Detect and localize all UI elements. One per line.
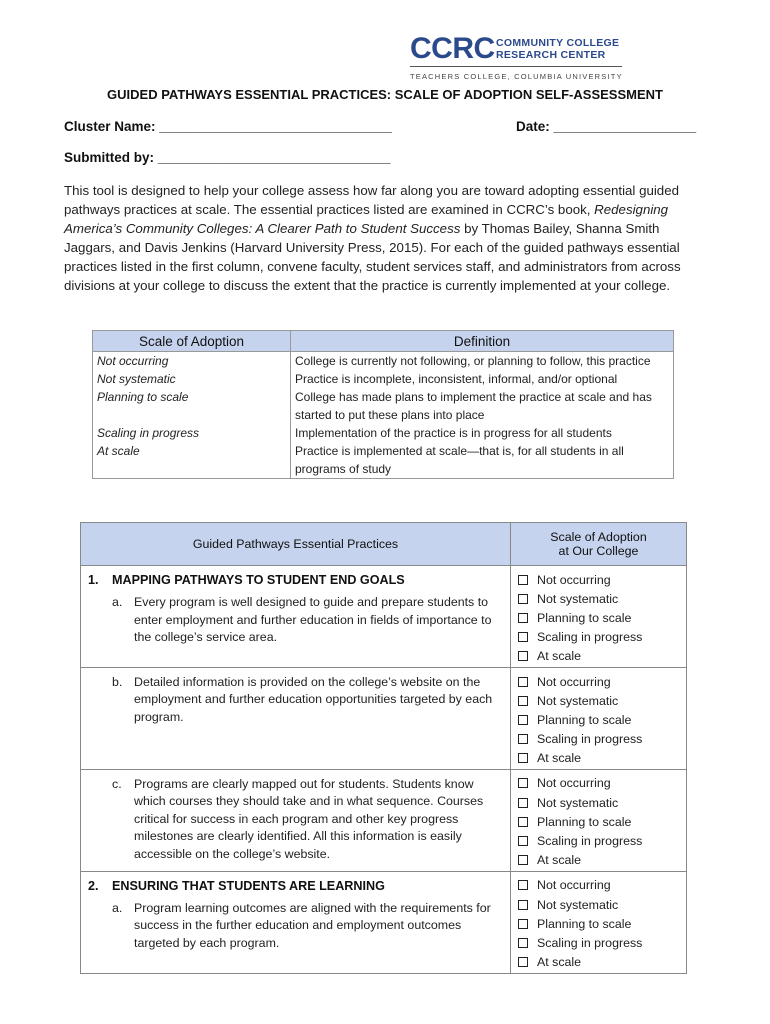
scale-term: Not systematic: [93, 370, 291, 388]
checkbox[interactable]: [518, 613, 528, 623]
checkbox[interactable]: [518, 594, 528, 604]
scale-options-cell: [511, 871, 687, 973]
checkbox[interactable]: [518, 734, 528, 744]
logo-name-line1: COMMUNITY COLLEGE: [496, 37, 620, 49]
scale-definition: Practice is implemented at scale—that is, for all students in all programs of study: [291, 442, 674, 479]
option-label: Scaling in progress: [537, 834, 643, 849]
practice-cell: [81, 667, 511, 769]
cluster-name-field[interactable]: Cluster Name: _______________________________: [64, 119, 393, 134]
checkbox[interactable]: [518, 836, 528, 846]
definition-header: Definition: [291, 331, 674, 352]
practice-item: [82, 587, 509, 647]
scale-options-cell: [511, 769, 687, 871]
item-letter: a.: [112, 595, 123, 609]
option-at-scale[interactable]: [518, 749, 685, 768]
checkbox[interactable]: [518, 957, 528, 967]
scale-header-line2: at Our College: [558, 544, 639, 558]
scale-definition: Practice is incomplete, inconsistent, informal, and/or optional: [291, 370, 674, 388]
option-scaling-in-progress[interactable]: [518, 933, 685, 952]
option-label: Not occurring: [537, 776, 611, 791]
practice-row: [81, 871, 687, 973]
table-row: [93, 370, 674, 388]
option-scaling-in-progress[interactable]: [518, 628, 685, 647]
section-heading: [82, 567, 509, 587]
intro-text-part1: This tool is designed to help your college assess how far along you are toward adopting essential guided pathways practices at scale. The essential practices listed are examined in CCRC’s book,: [64, 183, 679, 217]
ccrc-logo: [410, 34, 622, 84]
scale-options-cell: [511, 667, 687, 769]
option-not-systematic[interactable]: [518, 691, 685, 710]
logo-divider: [410, 66, 622, 67]
option-label: Planning to scale: [537, 916, 632, 931]
option-label: Not systematic: [537, 591, 619, 606]
option-label: At scale: [537, 853, 582, 868]
section-heading: [82, 873, 509, 893]
option-label: Not systematic: [537, 693, 619, 708]
book-title: Redesigning America’s Community Colleges: A Clearer Path to Student Success: [64, 202, 669, 236]
scale-table-header: [93, 331, 674, 352]
item-letter: a.: [112, 900, 123, 915]
option-not-occurring[interactable]: [518, 672, 685, 691]
scale-definition: College is currently not following, or planning to follow, this practice: [291, 352, 674, 371]
option-label: Scaling in progress: [537, 935, 643, 950]
checkbox[interactable]: [518, 715, 528, 725]
checkbox[interactable]: [518, 632, 528, 642]
table-row: [93, 388, 674, 424]
option-label: Scaling in progress: [537, 732, 643, 747]
option-planning-to-scale[interactable]: [518, 710, 685, 729]
option-label: Not occurring: [537, 878, 611, 893]
option-not-systematic[interactable]: [518, 895, 685, 914]
practices-table-header: [81, 523, 687, 566]
checkbox[interactable]: [518, 696, 528, 706]
option-at-scale[interactable]: [518, 647, 685, 666]
practice-item: [82, 771, 509, 864]
intro-paragraph: [64, 181, 696, 295]
document-title: GUIDED PATHWAYS ESSENTIAL PRACTICES: SCALE OF ADOPTION SELF-ASSESSMENT: [107, 87, 663, 102]
option-scaling-in-progress[interactable]: [518, 730, 685, 749]
option-label: Not systematic: [537, 795, 619, 810]
logo-subtitle: TEACHERS COLLEGE, COLUMBIA UNIVERSITY: [410, 72, 623, 81]
scale-header-line1: Scale of Adoption: [550, 530, 647, 544]
item-text: Every program is well designed to guide and prepare students to enter employment and further education in fields of importance to the college’s service area.: [134, 595, 492, 644]
option-label: Planning to scale: [537, 712, 632, 727]
option-not-occurring[interactable]: [518, 876, 685, 895]
option-label: Planning to scale: [537, 814, 632, 829]
section-title: ENSURING THAT STUDENTS ARE LEARNING: [112, 878, 385, 893]
practice-cell: [81, 769, 511, 871]
item-text: Programs are clearly mapped out for students. Students know which courses they should take and in what sequence. Courses critical for success in each program and other key progress milestones are clearly identified. All this information is easily accessible on the college’s website.: [134, 776, 484, 861]
item-letter: b.: [112, 674, 123, 689]
logo-abbreviation: CCRC: [410, 32, 495, 65]
checkbox[interactable]: [518, 798, 528, 808]
scale-definition-table: [92, 330, 674, 479]
item-text: Detailed information is provided on the college’s website on the employment and further education opportunities targeted by each program.: [134, 674, 493, 724]
intro-text-part2: by Thomas Bailey, Shanna Smith Jaggars, and Davis Jenkins (Harvard University Press, 2015). For each of the guided pathways essential practices listed in the first column, convene faculty, student services staff, and administrators from across divisions at your college to discuss the extent that the practice is currently implemented at your college.: [64, 221, 681, 293]
practice-row: [81, 566, 687, 668]
table-row: [93, 352, 674, 371]
option-label: Not occurring: [537, 572, 611, 587]
scale-term: Not occurring: [93, 352, 291, 371]
logo-name: [496, 37, 619, 61]
scale-header: Scale of Adoption: [93, 331, 291, 352]
option-label: Scaling in progress: [537, 630, 643, 645]
scale-term: Planning to scale: [93, 388, 291, 424]
checkbox[interactable]: [518, 778, 528, 788]
checkbox[interactable]: [518, 677, 528, 687]
option-at-scale[interactable]: [518, 953, 685, 972]
table-row: [93, 424, 674, 442]
checkbox[interactable]: [518, 938, 528, 948]
practices-table: [80, 522, 687, 974]
option-not-occurring[interactable]: [518, 774, 685, 793]
scale-term: At scale: [93, 442, 291, 479]
practices-header: Guided Pathways Essential Practices: [81, 523, 511, 566]
date-field[interactable]: Date: ___________________: [516, 119, 697, 134]
practice-item: [82, 669, 509, 727]
scale-at-college-header: [511, 523, 687, 566]
checkbox[interactable]: [518, 753, 528, 763]
item-text: Program learning outcomes are aligned with the requirements for success in the further education and employment outcomes targeted by each program.: [134, 900, 491, 950]
option-not-systematic[interactable]: [518, 589, 685, 608]
checkbox[interactable]: [518, 919, 528, 929]
option-scaling-in-progress[interactable]: [518, 831, 685, 850]
checkbox[interactable]: [518, 817, 528, 827]
table-row: [93, 442, 674, 479]
option-at-scale[interactable]: [518, 851, 685, 870]
section-number: 1.: [88, 573, 99, 587]
scale-definition: Implementation of the practice is in progress for all students: [291, 424, 674, 442]
practice-cell: [81, 871, 511, 973]
option-label: At scale: [537, 955, 582, 970]
option-label: Not systematic: [537, 897, 619, 912]
scale-options-cell: [511, 566, 687, 668]
option-label: Planning to scale: [537, 610, 632, 625]
option-planning-to-scale[interactable]: [518, 608, 685, 627]
option-label: At scale: [537, 751, 582, 766]
checkbox[interactable]: [518, 651, 528, 661]
scale-term: Scaling in progress: [93, 424, 291, 442]
checkbox[interactable]: [518, 880, 528, 890]
option-not-systematic[interactable]: [518, 793, 685, 812]
checkbox[interactable]: [518, 855, 528, 865]
submitted-by-field[interactable]: Submitted by: _______________________________: [64, 150, 391, 165]
option-planning-to-scale[interactable]: [518, 812, 685, 831]
practice-item: [82, 893, 509, 953]
option-planning-to-scale[interactable]: [518, 914, 685, 933]
checkbox[interactable]: [518, 900, 528, 910]
item-letter: c.: [112, 776, 122, 791]
option-label: Not occurring: [537, 674, 611, 689]
section-number: 2.: [88, 878, 99, 893]
practice-cell: [81, 566, 511, 668]
section-title: MAPPING PATHWAYS TO STUDENT END GOALS: [112, 573, 405, 587]
practice-row: [81, 667, 687, 769]
practice-row: [81, 769, 687, 871]
option-label: At scale: [537, 649, 582, 664]
checkbox[interactable]: [518, 575, 528, 585]
option-not-occurring[interactable]: [518, 570, 685, 589]
scale-definition: College has made plans to implement the practice at scale and has started to put these plans into place: [291, 388, 674, 424]
logo-name-line2: RESEARCH CENTER: [496, 49, 606, 61]
